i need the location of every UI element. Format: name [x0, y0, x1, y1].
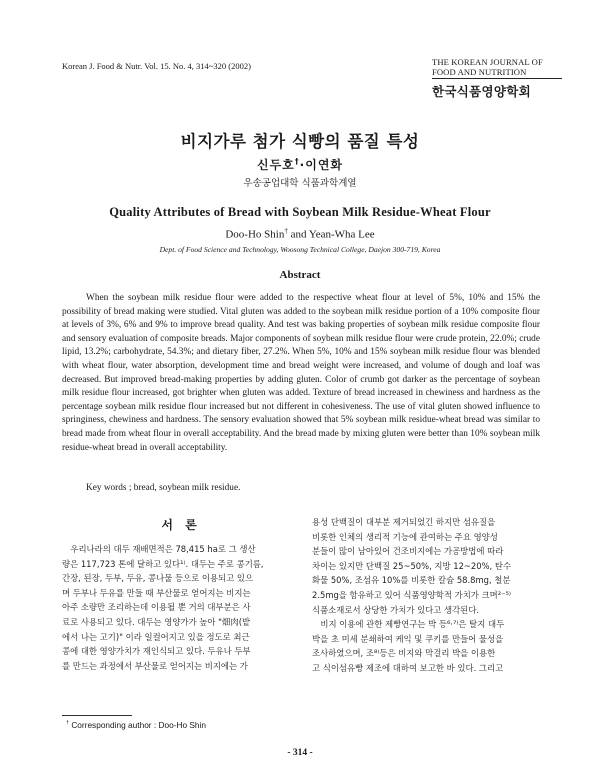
text-line: 식품소재로서 상당한 가치가 있다고 생각된다. — [312, 604, 480, 615]
text-line: 박을 초 미세 분쇄하여 케익 및 쿠키를 만들어 물성을 — [312, 633, 504, 644]
journal-name-korean: 한국식품영양학회 — [432, 84, 532, 99]
footnote-mark: † — [66, 720, 69, 727]
abstract-heading: Abstract — [279, 269, 321, 281]
text-line: 를 만드는 과정에서 부산물로 얻어지는 비지에는 가 — [62, 660, 248, 671]
text-line: 차이는 있지만 단백질 25~50%, 지방 12~20%, 탄수 — [312, 560, 512, 571]
abstract-body — [62, 292, 540, 455]
text-line: 고 식이섬유빵 제조에 대하여 보고한 바 있다. 그리고 — [312, 662, 504, 673]
text-line: 비롯한 인체의 생리적 기능에 관여하는 주요 영양성 — [312, 531, 498, 542]
journal-citation: Korean J. Food & Nutr. Vol. 15. No. 4, 314~320 (2002) — [62, 61, 251, 71]
coauthor-name-english: and Yean-Wha Lee — [287, 228, 375, 241]
author-name-english: Doo-Ho Shin — [225, 228, 285, 241]
intro-column-right — [312, 515, 548, 676]
affiliation-korean: 우송공업대학 식품과학계열 — [243, 178, 357, 189]
text-line: 며 두부나 두유를 만들 때 부산물로 얻어지는 비지는 — [62, 587, 251, 598]
footnote-divider — [62, 715, 132, 716]
footnote — [66, 720, 206, 730]
keywords-line: Key words ; bread, soybean milk residue. — [86, 483, 241, 493]
text-line: 콩에 대한 영양가치가 재인식되고 있다. 두유나 두부 — [62, 646, 251, 657]
text-line: 2.5mg을 함유하고 있어 식품영양학적 가치가 크며²⁻⁵⁾ — [312, 589, 511, 600]
section-heading-introduction: 서 론 — [161, 518, 201, 532]
coauthor-name-korean: ·이연화 — [299, 158, 344, 172]
text-line: 우리나라의 대두 재배면적은 78,415 ha로 그 생산 — [62, 544, 256, 554]
text-line: 료로 사용되고 있다. 대두는 영양가가 높아 "畑肉(밭 — [62, 616, 251, 627]
text-line: 조사하였으며, 조⁸⁾등은 비지와 막걸리 박을 이용한 — [312, 648, 496, 659]
affiliation-english: Dept. of Food Science and Technology, Woosong Technical College, Daejon 300-719, Korea — [159, 245, 441, 254]
page-number: - 314 - — [287, 748, 313, 758]
text-line: 화물 50%, 조섬유 10%를 비롯한 칼슘 58.8mg, 철분 — [312, 575, 511, 586]
paper-title-english: Quality Attributes of Bread with Soybean Milk Residue-Wheat Flour — [109, 205, 491, 219]
text-line: 간장, 된장, 두부, 두유, 콩나물 등으로 이용되고 있으 — [62, 573, 254, 584]
journal-name-line-1: THE KOREAN JOURNAL OF — [432, 57, 543, 67]
text-line: 용성 단백질이 대부분 제거되었긴 하지만 섬유질을 — [312, 517, 496, 527]
authors-english — [0, 227, 600, 241]
authors-korean — [0, 156, 600, 173]
text-line: 아주 소량만 조리하는데 이용될 뿐 거의 대부분은 사 — [62, 602, 251, 613]
paper-title-korean: 비지가루 첨가 식빵의 품질 특성 — [180, 132, 420, 151]
journal-divider — [432, 78, 562, 79]
text-line: 분들이 많이 남아있어 건조비지에는 가공방법에 따라 — [312, 546, 504, 557]
text-line: 량은 117,723 톤에 달하고 있다¹⁾. 대두는 주로 콩기름, — [62, 558, 264, 569]
corresponding-mark-english: † — [284, 227, 288, 235]
corresponding-mark-korean: † — [294, 157, 300, 166]
journal-name-line-2: FOOD AND NUTRITION — [432, 67, 527, 77]
text-line: 에서 나는 고기)" 이라 일컬어지고 있을 정도로 최근 — [62, 631, 250, 642]
intro-column-left — [62, 542, 298, 673]
abstract-paragraph: When the soybean milk residue flour were added to the respective wheat flour at level of 5%, 10% and 15% the possibility of bread making were studied. Vital gluten was added to the soybean milk residue portion of a 10% composite flour at levels of 3%, 6% and 9% to improve bread quality. And test was baking properties of soybean milk residue composite flour and sensory evaluation of composite breads. Major components of soybean milk residue flour were crude protein, 22.0%; crude lipid, 13.2%; carbohydrate, 54.3%; and dietary fiber, 27.2%. When 5%, 10% and 15% soybean milk residue flour was blended with wheat flour, water absorption, development time and bread weight were increased, and volume of dough and loaf was decreased. But improved bread-making properties by adding gluten. Color of crumb got darker as the percentage of soybean milk residue flour increased, got brighter when gluten was added. Texture of bread increased in chewiness and hardness as the percentage soybean milk residue flour increased but not different in cohesiveness. The use of vital gluten showed influence to springiness, chewiness and hardness. The sensory evaluation showed that 5% soybean milk residue-wheat bread was similar to bread made from wheat flour in overall acceptability. And the bread made by mixing gluten were better than 10% soybean milk residue-wheat bread in overall acceptability. — [62, 293, 540, 453]
author-name-korean: 신두호 — [256, 158, 295, 172]
journal-name-block — [432, 57, 562, 77]
footnote-text: Corresponding author : Doo-Ho Shin — [71, 720, 206, 730]
text-line: 비지 이용에 관한 제빵연구는 박 등⁶·⁷⁾은 탈지 대두 — [312, 619, 505, 630]
